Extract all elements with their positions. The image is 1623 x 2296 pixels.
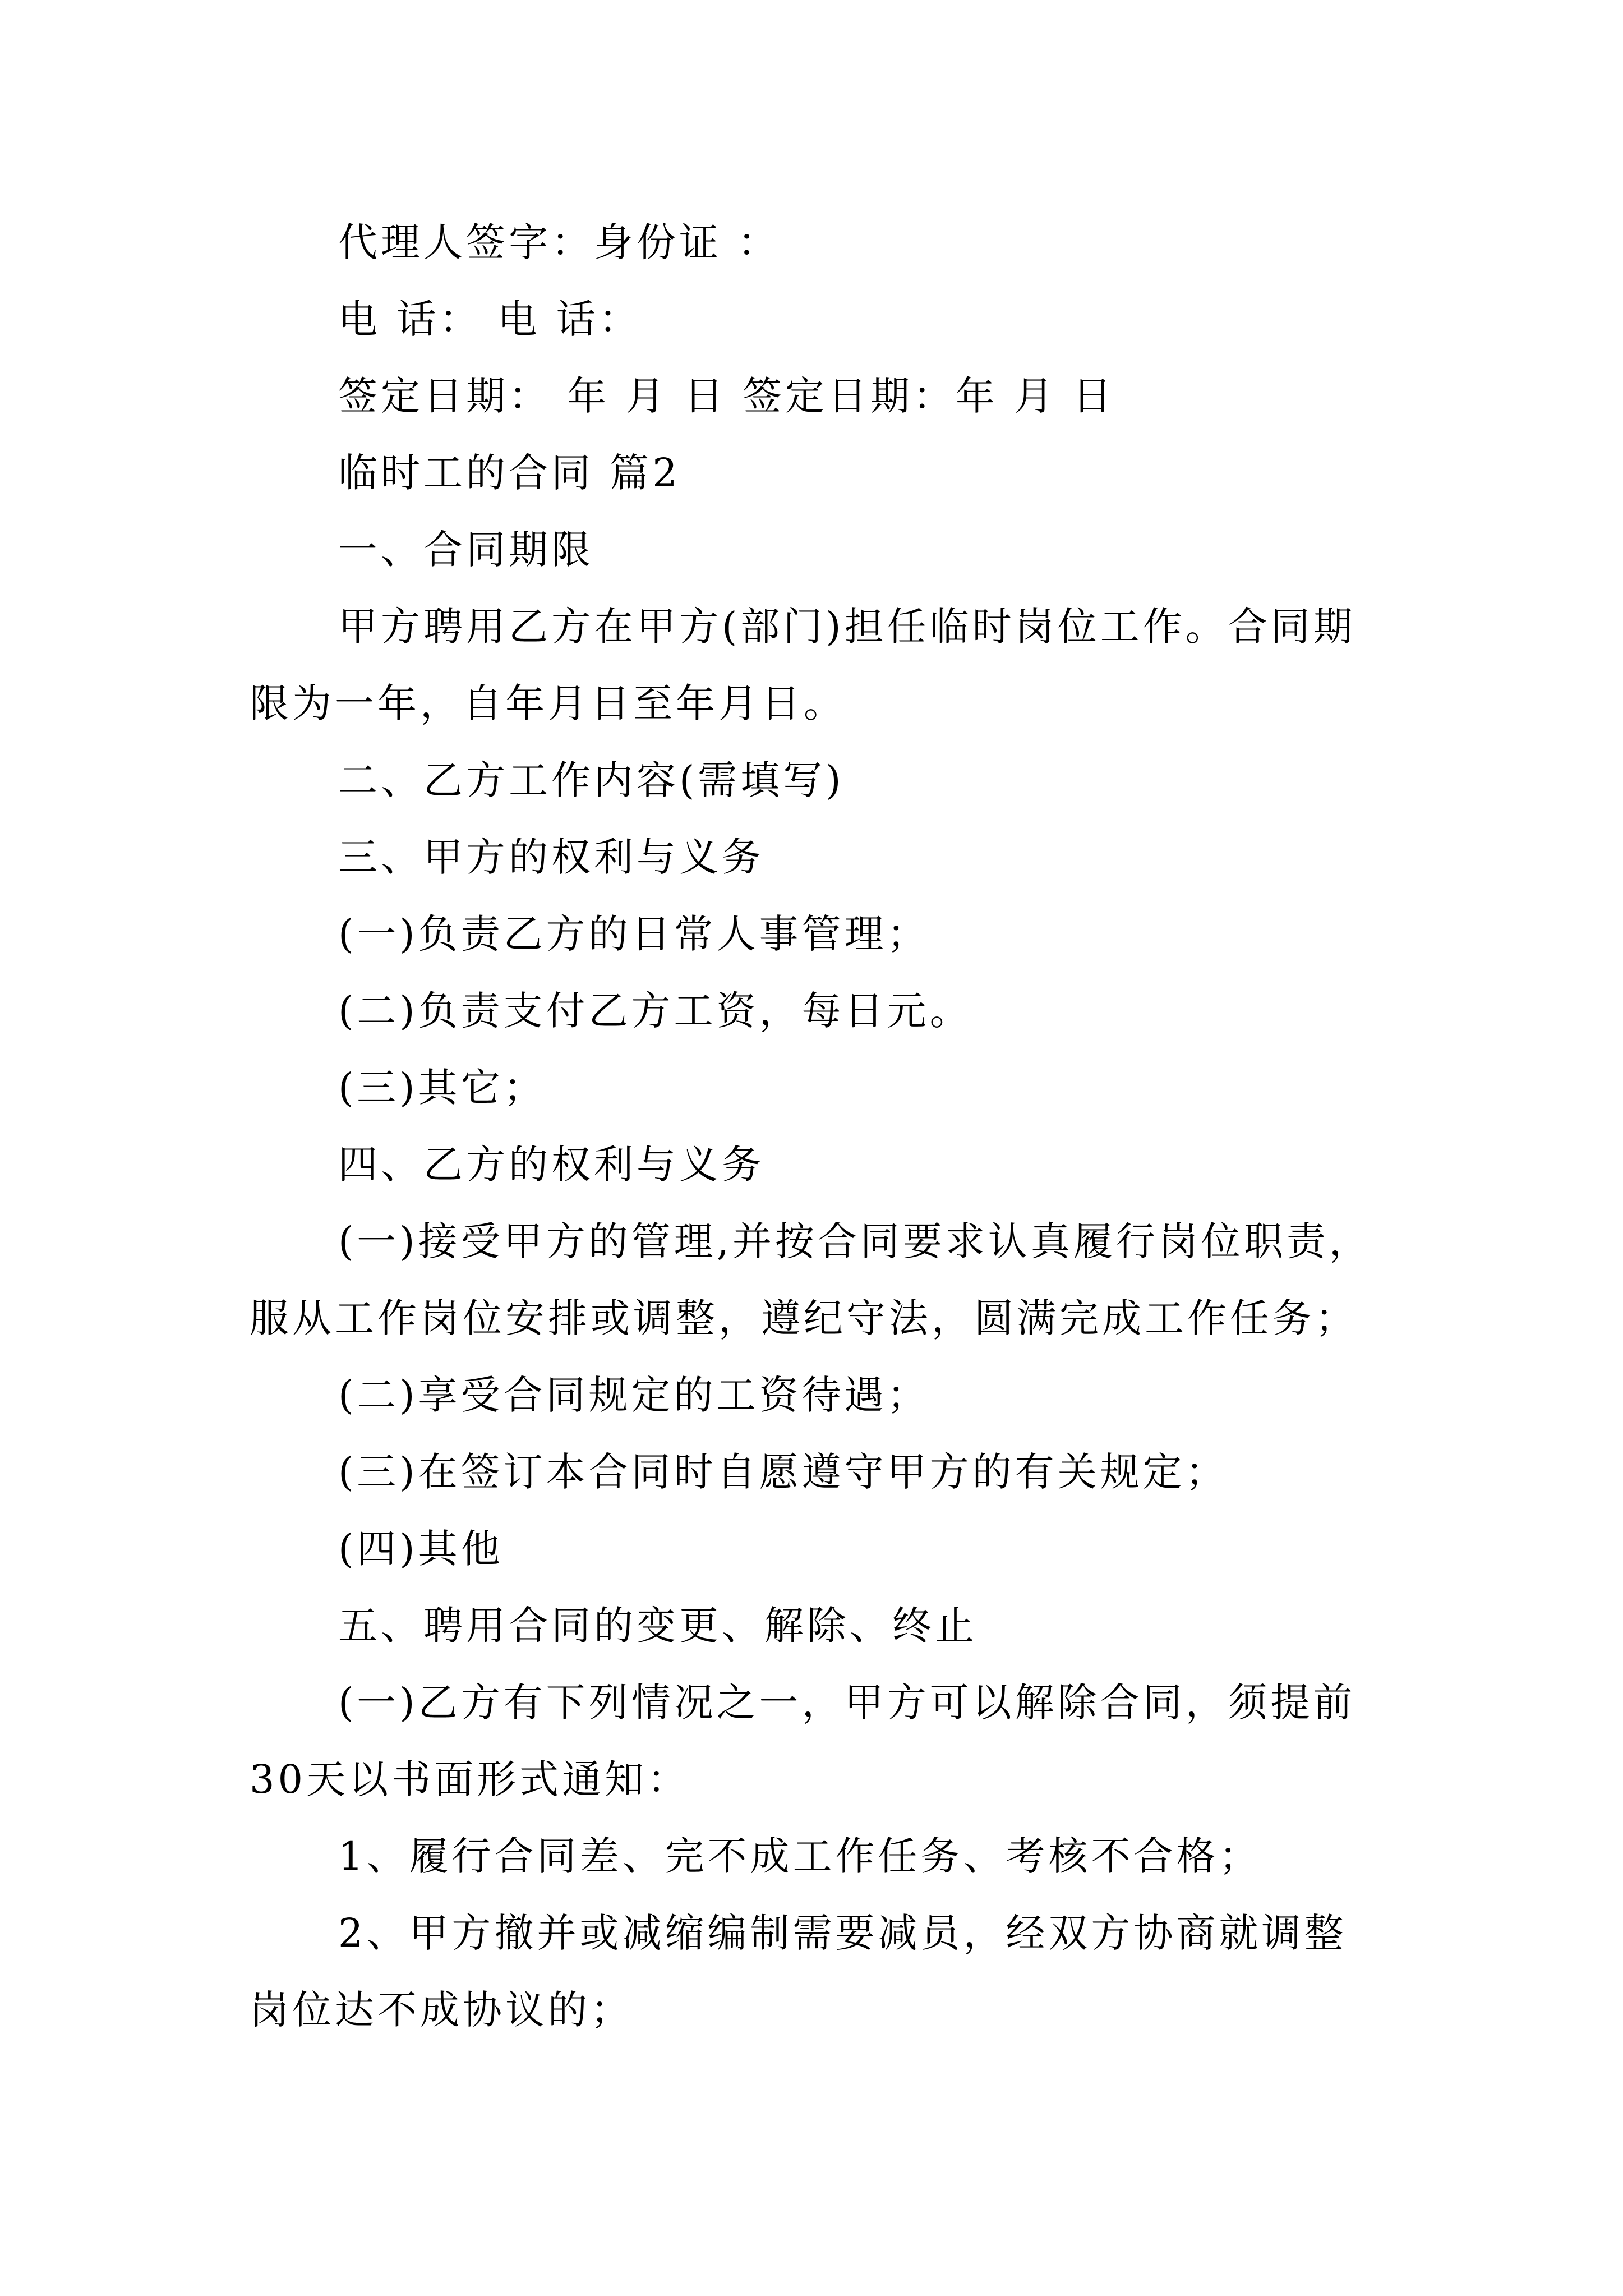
text-line: 二、乙方工作内容(需填写): [338, 757, 845, 803]
text-line: (二)享受合同规定的工资待遇；: [338, 1372, 930, 1418]
text-line: 2、甲方撤并或减缩编制需要减员，经双方协商就调整: [338, 1910, 1347, 1956]
text-line: (一)接受甲方的管理,并按合同要求认真履行岗位职责，: [338, 1218, 1372, 1264]
clause-heading-party-b-rights: [250, 1126, 1394, 1203]
clause-item: [250, 1050, 1394, 1126]
text-line: 四、乙方的权利与义务: [338, 1142, 764, 1188]
clause-heading-term: [250, 512, 1394, 588]
clause-item: [250, 1357, 1394, 1434]
text-line: (一)乙方有下列情况之一，甲方可以解除合同，须提前: [338, 1680, 1356, 1726]
clause-item: [250, 1434, 1394, 1511]
document-body: [250, 204, 1394, 2049]
clause-heading-work-content: [250, 742, 1394, 819]
text-line: (三)其它；: [338, 1065, 546, 1111]
text-line: (三)在签订本合同时自愿遵守甲方的有关规定；: [338, 1449, 1228, 1495]
phone-line: [250, 281, 1394, 358]
agent-signature-line: [250, 204, 1394, 281]
clause-heading-change-termination: [250, 1588, 1394, 1664]
sub-item: [250, 1818, 1394, 1895]
clause-item: [250, 1203, 1394, 1357]
signing-date-line: [250, 358, 1394, 435]
text-line: 签定日期： 年 月 日 签定日期：年 月 日: [338, 373, 1115, 419]
text-line: (四)其他: [338, 1526, 504, 1572]
clause-item: [250, 1511, 1394, 1588]
contract-title: [250, 435, 1394, 512]
clause-item: [250, 973, 1394, 1050]
text-line: 代理人签字：身份证 ：: [338, 219, 781, 265]
clause-term-body: [250, 588, 1394, 742]
text-line: 电 话： 电 话：: [338, 296, 642, 342]
text-line: 甲方聘用乙方在甲方(部门)担任临时岗位工作。合同期: [338, 604, 1356, 650]
text-line: (二)负责支付乙方工资，每日元。: [338, 988, 972, 1034]
text-line: 限为一年，自年月日至年月日。: [250, 680, 846, 726]
text-line: 一、合同期限: [338, 527, 594, 573]
clause-item: [250, 1664, 1394, 1818]
text-line: 1、履行合同差、完不成工作任务、考核不合格；: [338, 1833, 1262, 1879]
sub-item: [250, 1895, 1394, 2049]
clause-heading-party-a-rights: [250, 819, 1394, 896]
text-line: 服从工作岗位安排或调整，遵纪守法，圆满完成工作任务；: [250, 1295, 1358, 1341]
text-line: 30天以书面形式通知：: [250, 1756, 690, 1802]
text-line: 三、甲方的权利与义务: [338, 834, 764, 880]
text-line: 五、聘用合同的变更、解除、终止: [338, 1603, 978, 1649]
clause-item: [250, 896, 1394, 973]
text-line: (一)负责乙方的日常人事管理；: [338, 911, 930, 957]
text-line: 临时工的合同 篇2: [338, 450, 681, 496]
text-line: 岗位达不成协议的；: [250, 1987, 633, 2033]
